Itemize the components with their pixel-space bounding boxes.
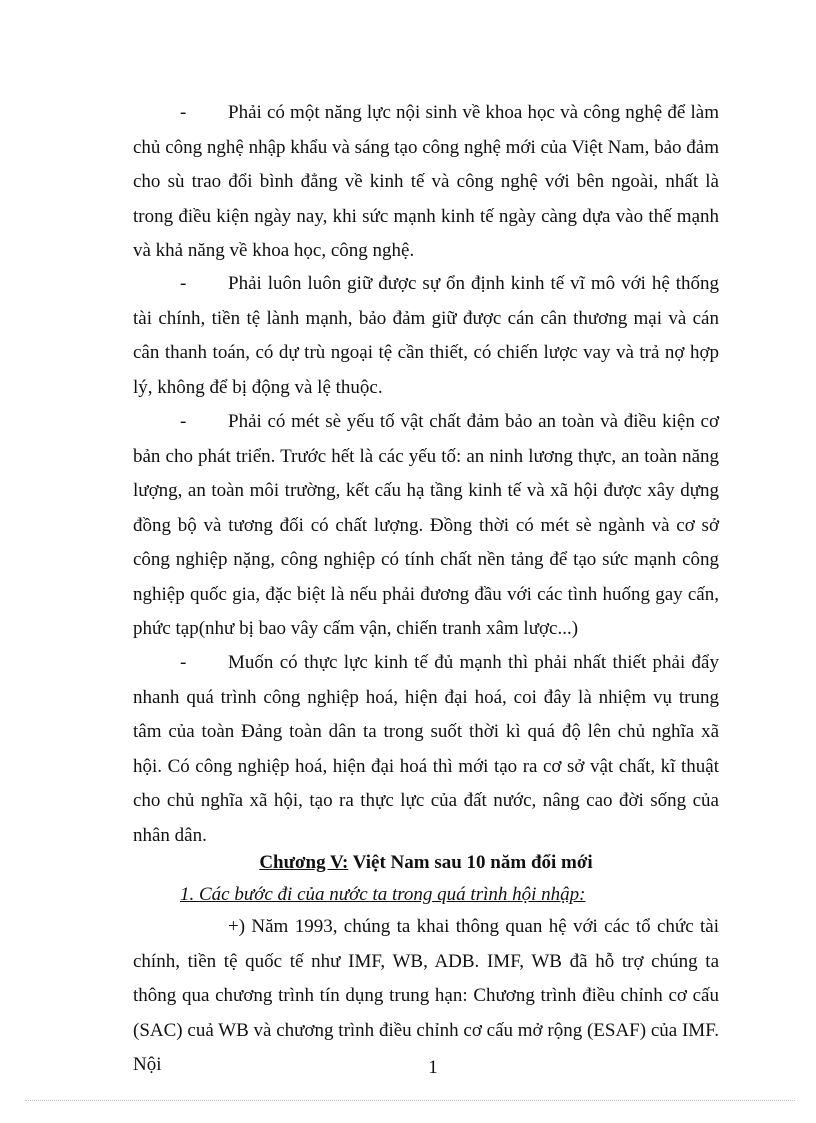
- bullet-marker: -: [180, 411, 187, 432]
- bullet-paragraph-2: Phải luôn luôn giữ được sự ổn định kinh tế vĩ mô với hệ thống tài chính, tiền tệ lành mạnh, bảo đảm giữ được cán cân thương mại và cán cân thanh toán, có dự trù ngoại tệ cần thiết, có chiến lược vay và trả nợ hợp lý, không để bị động và lệ thuộc.: [133, 273, 719, 398]
- bullet-marker: -: [180, 273, 187, 294]
- bullet-paragraph-4: Muốn có thực lực kinh tế đủ mạnh thì phải nhất thiết phải đẩy nhanh quá trình công nghiệp hoá, hiện đại hoá, coi đây là nhiệm vụ trung tâm của toàn Đảng toàn dân ta trong suốt thời kì quá độ lên chủ nghĩa xã hội. Có công nghiệp hoá, hiện đại hoá thì mới tạo ra cơ sở vật chất, kĩ thuật cho chủ nghĩa xã hội, tạo ra thực lực của đất nước, nâng cao đời sống của nhân dân.: [133, 652, 719, 846]
- bullet-marker: -: [180, 652, 187, 673]
- section-heading: 1. Các bước đi của nước ta trong quá trình hội nhập:: [180, 884, 586, 905]
- chapter-heading: [133, 848, 719, 878]
- page-number: 1: [428, 1057, 438, 1078]
- bullet-paragraph-1: Phải có một năng lực nội sinh về khoa học và công nghệ để làm chủ công nghệ nhập khẩu và sáng tạo công nghệ mới của Việt Nam, bảo đảm cho sù trao đổi bình đẳng về kinh tế và công nghệ với bên ngoài, nhất là trong điều kiện ngày nay, khi sức mạnh kinh tế ngày càng dựa vào thế mạnh và khả năng về khoa học, công nghệ.: [133, 102, 719, 261]
- bullet-paragraph-3: Phải có mét sè yếu tố vật chất đảm bảo an toàn và điều kiện cơ bản cho phát triển. Trước hết là các yếu tố: an ninh lương thực, an toàn năng lượng, an toàn môi trường, kết cấu hạ tầng kinh tế và xã hội được xây dựng đồng bộ và tương đối có chất lượng. Đồng thời có mét sè ngành và cơ sở công nghiệp nặng, công nghiệp có tính chất nền tảng để tạo sức mạnh công nghiệp quốc gia, đặc biệt là nếu phải đương đầu với các tình huống gay cấn, phức tạp(như bị bao vây cấm vận, chiến tranh xâm lược...): [133, 411, 719, 639]
- chapter-label: Chương V:: [259, 852, 349, 873]
- section-paragraph: +) Năm 1993, chúng ta khai thông quan hệ với các tổ chức tài chính, tiền tệ quốc tế như IMF, WB, ADB. IMF, WB đã hỗ trợ chúng ta thông qua chương trình tín dụng trung hạn: Chương trình điều chỉnh cơ cấu (SAC) cuả WB và chương trình điều chỉnh cơ cấu mở rộng (ESAF) của IMF. Nội: [133, 916, 719, 1075]
- bullet-marker: -: [180, 102, 187, 123]
- chapter-title: Việt Nam sau 10 năm đổi mới: [348, 852, 593, 873]
- footer-divider: [25, 1100, 795, 1101]
